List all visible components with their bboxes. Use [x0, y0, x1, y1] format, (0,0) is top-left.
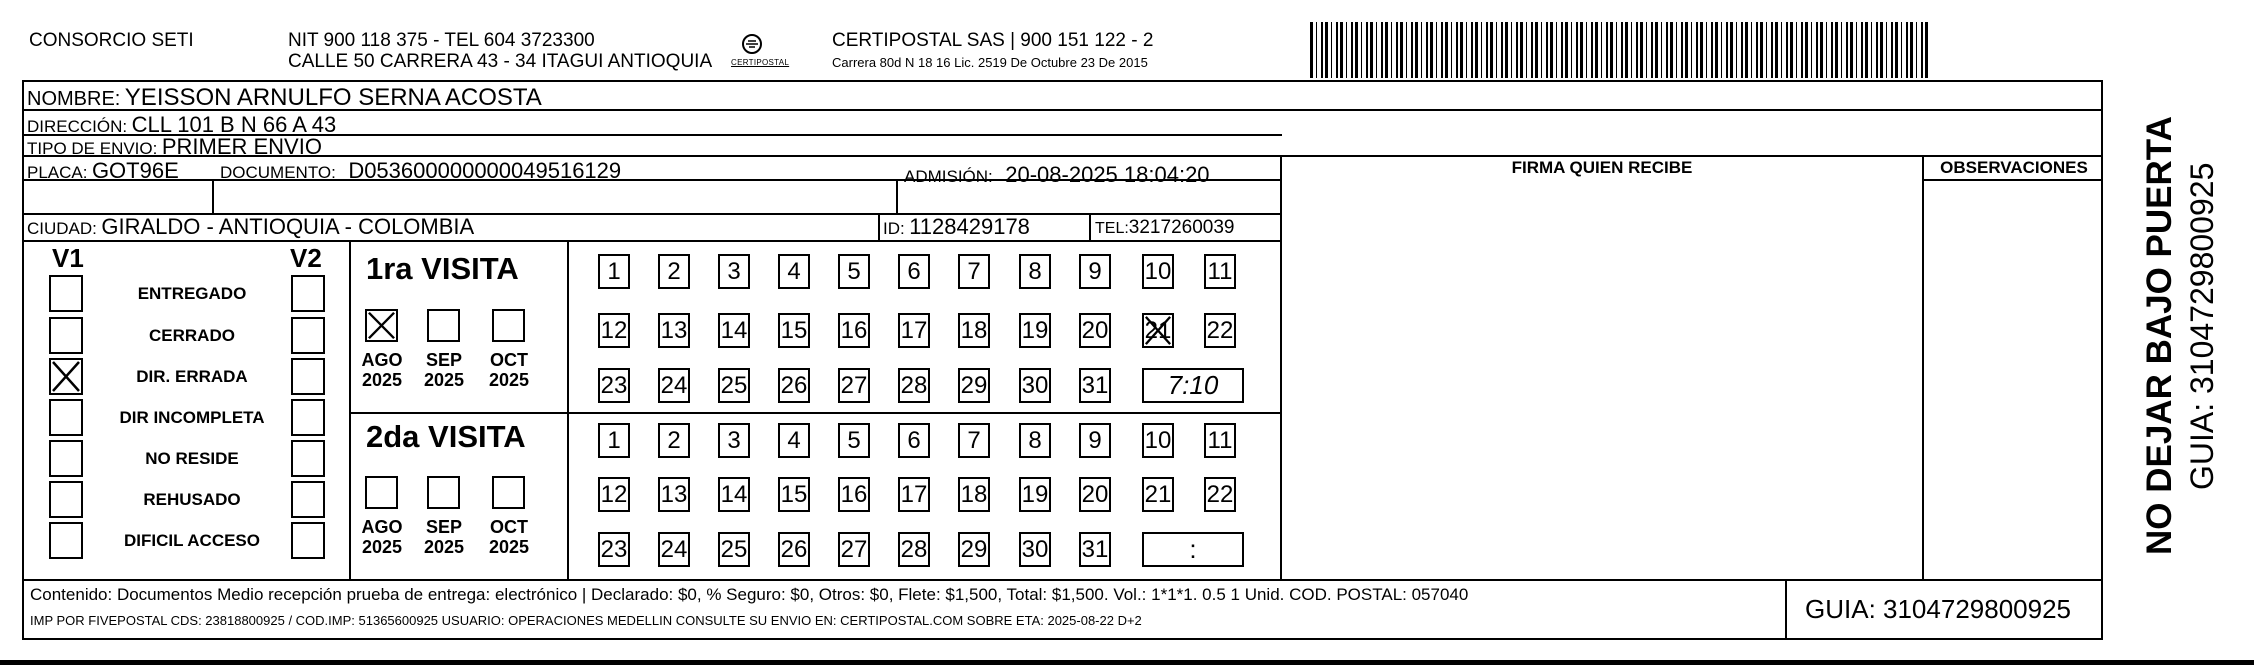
day-number: 24: [660, 372, 688, 399]
day-box[interactable]: [1079, 477, 1111, 512]
month-year: 2025: [488, 537, 530, 557]
day-number: 15: [780, 481, 808, 508]
plate-row: [27, 160, 179, 182]
day-number: 11: [1207, 427, 1233, 454]
day-box[interactable]: [598, 477, 630, 512]
month-label: [357, 517, 407, 557]
contents-line: Contenido: Documentos Medio recepción prueba de entrega: electrónico | Declarado: $0, % Seguro: $0, Otros: $0, Flete: $1,500, Total: $1,500. Vol.: 1*1*1. 0.5 1 Unid. COD. POSTAL: 057040: [30, 585, 1469, 604]
day-number: 19: [1021, 317, 1049, 344]
day-number: 5: [847, 427, 861, 454]
day-box[interactable]: [1019, 368, 1051, 403]
day-box[interactable]: [898, 254, 930, 289]
month-label: [484, 517, 534, 557]
day-number: 4: [787, 427, 801, 454]
day-box[interactable]: [958, 368, 990, 403]
footer-guia: GUIA: 3104729800925: [1805, 594, 2071, 624]
status-option-label: DIR INCOMPLETA: [119, 408, 265, 427]
day-number: 25: [720, 536, 748, 563]
day-box[interactable]: [1079, 532, 1111, 567]
month-checkbox[interactable]: [427, 476, 460, 509]
day-box[interactable]: [658, 477, 690, 512]
day-number: 29: [960, 536, 988, 563]
day-number: 12: [600, 317, 628, 344]
month-year: 2025: [488, 370, 530, 390]
name-label: NOMBRE:: [27, 88, 121, 110]
day-box[interactable]: [1079, 313, 1111, 348]
day-number: 26: [780, 536, 808, 563]
status-checkbox-v2[interactable]: [291, 358, 325, 395]
visit-time-field[interactable]: [1142, 532, 1244, 567]
day-box[interactable]: [838, 254, 870, 289]
license-line: Carrera 80d N 18 16 Lic. 2519 De Octubre 23 De 2015: [832, 55, 1148, 70]
day-box[interactable]: [958, 423, 990, 458]
day-box[interactable]: [1142, 254, 1174, 289]
day-box[interactable]: [718, 313, 750, 348]
day-box[interactable]: [958, 254, 990, 289]
day-number: 4: [787, 258, 801, 285]
month-name: SEP: [425, 517, 463, 537]
day-box[interactable]: [1142, 313, 1174, 348]
tel-value: 3217260039: [1128, 217, 1235, 238]
day-box[interactable]: [778, 477, 810, 512]
day-number: 1: [607, 427, 621, 454]
day-box[interactable]: [718, 254, 750, 289]
day-box[interactable]: [1019, 477, 1051, 512]
day-box[interactable]: [958, 313, 990, 348]
day-number: 18: [960, 481, 988, 508]
day-box[interactable]: [778, 532, 810, 567]
day-number: 14: [720, 481, 748, 508]
day-number: 7: [967, 258, 981, 285]
day-box[interactable]: [598, 532, 630, 567]
name-value: YEISSON ARNULFO SERNA ACOSTA: [124, 84, 542, 111]
day-number: 31: [1081, 372, 1109, 399]
address-line: CALLE 50 CARRERA 43 - 34 ITAGUI ANTIOQUIA: [288, 51, 713, 72]
address-value: CLL 101 B N 66 A 43: [131, 112, 337, 137]
day-number: 17: [900, 317, 928, 344]
day-box[interactable]: [1019, 532, 1051, 567]
month-label: [419, 350, 469, 390]
day-box[interactable]: [778, 254, 810, 289]
plate-label: PLACA:: [27, 163, 88, 182]
day-number: 3: [727, 427, 741, 454]
x-mark-icon: [1144, 315, 1172, 346]
day-number: 13: [660, 317, 688, 344]
day-box[interactable]: [838, 532, 870, 567]
day-number: 27: [840, 536, 868, 563]
day-number: 10: [1144, 427, 1172, 454]
day-box[interactable]: [838, 313, 870, 348]
day-number: 22: [1206, 317, 1234, 344]
day-box[interactable]: [778, 423, 810, 458]
day-number: 3: [727, 258, 741, 285]
day-box[interactable]: [598, 313, 630, 348]
status-checkbox-v2[interactable]: [291, 317, 325, 354]
id-row: [883, 216, 1030, 238]
send-type-row: [27, 136, 322, 158]
visit1-title: 1ra VISITA: [366, 251, 519, 286]
send-type-value: PRIMER ENVIO: [161, 134, 322, 159]
day-number: 21: [1144, 317, 1172, 344]
day-number: 14: [720, 317, 748, 344]
day-box[interactable]: [718, 477, 750, 512]
day-box[interactable]: [778, 313, 810, 348]
day-box[interactable]: [958, 477, 990, 512]
address-label: DIRECCIÓN:: [27, 117, 128, 136]
status-checkbox-v2[interactable]: [291, 399, 325, 436]
admission-row: [904, 164, 1210, 186]
imp-line: IMP POR FIVEPOSTAL CDS: 23818800925 / COD.IMP: 51365600925 USUARIO: OPERACIONES MEDELLIN CONSULTE SU ENVIO EN: CERTIPOSTAL.COM SOBRE ETA: 2025-08-22 D+2: [30, 613, 1142, 628]
nit-line: NIT 900 118 375 - TEL 604 3723300: [288, 30, 595, 51]
admission-value: 20-08-2025 18:04:20: [1005, 162, 1210, 187]
day-box[interactable]: [1079, 423, 1111, 458]
day-box[interactable]: [1019, 254, 1051, 289]
logo-text: CERTIPOSTAL: [731, 58, 790, 67]
signature-header: FIRMA QUIEN RECIBE: [1511, 158, 1693, 177]
send-type-label: TIPO DE ENVIO:: [27, 139, 158, 158]
day-number: 28: [900, 372, 928, 399]
city-label: CIUDAD:: [27, 219, 97, 238]
day-box[interactable]: [1079, 368, 1111, 403]
month-name: OCT: [490, 517, 528, 537]
day-number: 10: [1144, 258, 1172, 285]
day-number: 19: [1021, 481, 1049, 508]
month-name: OCT: [490, 350, 528, 370]
day-number: 8: [1028, 258, 1042, 285]
status-option-label: CERRADO: [149, 326, 235, 345]
day-box[interactable]: [778, 368, 810, 403]
day-box[interactable]: [1019, 423, 1051, 458]
day-number: 9: [1088, 427, 1102, 454]
day-number: 23: [600, 372, 628, 399]
day-box[interactable]: [658, 313, 690, 348]
day-box[interactable]: [898, 423, 930, 458]
day-box[interactable]: [898, 532, 930, 567]
status-checkbox-v2[interactable]: [291, 481, 325, 518]
month-label: [357, 350, 407, 390]
day-number: 21: [1144, 481, 1172, 508]
day-box[interactable]: [1204, 477, 1236, 512]
bottom-rule: [0, 660, 2254, 665]
company-name: CONSORCIO SETI: [29, 30, 194, 51]
day-box[interactable]: [838, 368, 870, 403]
day-number: 5: [847, 258, 861, 285]
month-year: 2025: [423, 537, 465, 557]
side-guia: GUIA: 3104729800925: [2184, 162, 2220, 490]
plate-value: GOT96E: [91, 158, 179, 183]
status-option-label: ENTREGADO: [137, 284, 247, 303]
month-name: AGO: [361, 350, 403, 370]
city-value: GIRALDO - ANTIOQUIA - COLOMBIA: [101, 214, 475, 239]
day-number: 7: [967, 427, 981, 454]
day-number: 2: [667, 258, 681, 285]
day-number: 24: [660, 536, 688, 563]
day-box[interactable]: [1142, 477, 1174, 512]
day-number: 17: [900, 481, 928, 508]
day-box[interactable]: [1204, 423, 1236, 458]
day-box[interactable]: [1019, 313, 1051, 348]
day-box[interactable]: [598, 368, 630, 403]
month-checkbox[interactable]: [365, 476, 398, 509]
status-option-label: DIFICIL ACCESO: [123, 531, 260, 550]
day-number: 26: [780, 372, 808, 399]
day-number: 22: [1206, 481, 1234, 508]
month-label: [419, 517, 469, 557]
status-checkbox-v2[interactable]: [291, 522, 325, 559]
day-number: 28: [900, 536, 928, 563]
status-checkbox-v2[interactable]: [291, 275, 325, 312]
day-number: 16: [840, 481, 868, 508]
day-box[interactable]: [1142, 423, 1174, 458]
day-number: 1: [607, 258, 621, 285]
address-row: [27, 114, 336, 136]
day-box[interactable]: [658, 254, 690, 289]
carrier-line: CERTIPOSTAL SAS | 900 151 122 - 2: [832, 30, 1154, 51]
status-option-label: DIR. ERRADA: [136, 367, 248, 386]
day-number: 18: [960, 317, 988, 344]
month-checkbox[interactable]: [427, 309, 460, 342]
id-value: 1128429178: [909, 214, 1030, 239]
day-box[interactable]: [658, 532, 690, 567]
document-label: DOCUMENTO:: [220, 163, 336, 182]
day-box[interactable]: [598, 423, 630, 458]
day-number: 11: [1207, 258, 1233, 285]
day-box[interactable]: [898, 368, 930, 403]
side-no-dejar: NO DEJAR BAJO PUERTA: [2140, 116, 2179, 555]
day-number: 2: [667, 427, 681, 454]
day-number: 30: [1021, 372, 1049, 399]
month-year: 2025: [361, 370, 403, 390]
document-value: D053600000000049516129: [348, 158, 622, 183]
day-number: 30: [1021, 536, 1049, 563]
document-row: [220, 160, 621, 182]
tel-row: [1095, 218, 1234, 237]
month-checkbox[interactable]: [492, 309, 525, 342]
day-number: 29: [960, 372, 988, 399]
day-box[interactable]: [718, 532, 750, 567]
day-number: 8: [1028, 427, 1042, 454]
day-box[interactable]: [1204, 313, 1236, 348]
x-mark-icon: [367, 311, 396, 340]
day-number: 9: [1088, 258, 1102, 285]
v1-label: V1: [52, 243, 84, 273]
status-option-label: REHUSADO: [143, 490, 241, 509]
day-number: 27: [840, 372, 868, 399]
day-box[interactable]: [658, 368, 690, 403]
day-number: 15: [780, 317, 808, 344]
day-number: 25: [720, 372, 748, 399]
city-row: [27, 216, 474, 238]
month-label: [484, 350, 534, 390]
day-number: 20: [1081, 317, 1109, 344]
visit-time-value: 7:10: [1167, 370, 1219, 400]
id-label: ID:: [883, 219, 905, 238]
barcode: [1310, 22, 1928, 78]
observations-header: OBSERVACIONES: [1940, 158, 2088, 177]
visit-time-field[interactable]: [1142, 368, 1244, 403]
day-box[interactable]: [1079, 254, 1111, 289]
certipostal-logo: [728, 32, 790, 74]
day-number: 23: [600, 536, 628, 563]
status-checkbox-v2[interactable]: [291, 440, 325, 477]
month-checkbox[interactable]: [492, 476, 525, 509]
day-number: 6: [907, 258, 921, 285]
day-number: 13: [660, 481, 688, 508]
logo-emblem-icon: [728, 32, 776, 74]
admission-label: ADMISIÓN:: [904, 167, 993, 186]
day-number: 16: [840, 317, 868, 344]
month-year: 2025: [423, 370, 465, 390]
day-number: 20: [1081, 481, 1109, 508]
status-option-label: NO RESIDE: [145, 449, 239, 468]
day-box[interactable]: [958, 532, 990, 567]
day-box[interactable]: [658, 423, 690, 458]
day-number: 31: [1081, 536, 1109, 563]
visit-time-value: :: [1189, 534, 1197, 564]
day-box[interactable]: [598, 254, 630, 289]
month-year: 2025: [361, 537, 403, 557]
day-box[interactable]: [838, 477, 870, 512]
day-box[interactable]: [718, 423, 750, 458]
month-name: SEP: [425, 350, 463, 370]
day-box[interactable]: [838, 423, 870, 458]
month-checkbox[interactable]: [365, 309, 398, 342]
day-number: 6: [907, 427, 921, 454]
name-row: [27, 86, 542, 110]
day-box[interactable]: [1204, 254, 1236, 289]
day-box[interactable]: [718, 368, 750, 403]
visit2-title: 2da VISITA: [366, 419, 526, 454]
month-name: AGO: [361, 517, 403, 537]
day-box[interactable]: [898, 313, 930, 348]
day-number: 12: [600, 481, 628, 508]
v2-label: V2: [290, 243, 322, 273]
tel-label: TEL:: [1095, 220, 1129, 237]
day-box[interactable]: [898, 477, 930, 512]
